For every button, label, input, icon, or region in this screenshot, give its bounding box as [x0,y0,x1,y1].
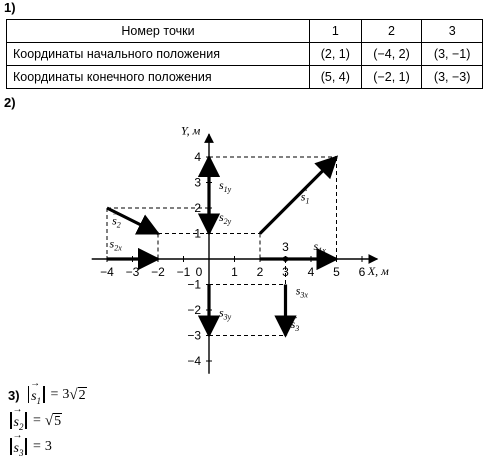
projection-label-s3y: $s_{3y}$ [219,305,232,322]
sqrt-symbol: √ 5 [44,412,62,429]
vector-label-s3: $s_3$ [290,316,300,333]
table-cell: (2, 1) [310,43,362,66]
table-cell: (3, −3) [422,66,483,89]
answer-value: 3 [44,439,52,454]
table-cell: (−2, 1) [361,66,422,89]
table-cell: (−4, 2) [361,43,422,66]
x-tick-label: 5 [333,265,340,279]
point-marker [283,256,289,262]
point-marker-label: 3 [282,240,289,254]
axes-group [92,124,389,374]
vector-magnitude: → $s_2$ [8,411,29,432]
projection-label-s2x: $s_{2x}$ [109,236,122,253]
y-tick-label: −4 [187,354,201,368]
table-row-label: Координаты начального положения [7,43,310,66]
vector-label-s2-arrow: → [111,207,121,218]
vector-magnitude: → $s_3$ [8,437,29,458]
table-header-cell: 3 [422,20,483,43]
y-tick-label: 2 [194,201,201,215]
vector-label-s1: $s_1$ [300,189,310,206]
answer-coefficient: 3 [62,387,70,402]
x-tick-label: −4 [100,265,114,279]
answers-block [8,382,87,460]
table-header-cell: 2 [361,20,422,43]
projection-label-s3x: $s_{3x}$ [295,283,308,300]
part-1-label: 1) [4,0,16,15]
x-tick-label: 3 [282,265,289,279]
x-tick-label: 4 [307,265,315,279]
x-tick-label: 2 [256,265,264,279]
projection-label-s2y: $s_{2y}$ [219,209,232,226]
projection-label-s1x: $s_{1x}$ [313,239,326,256]
projection-label-s1y: $s_{1y}$ [219,177,232,194]
table-cell: (5, 4) [310,66,362,89]
y-tick-label: −3 [187,328,201,343]
x-tick-label: −2 [151,265,165,279]
y-axis-label: Y, м [181,123,201,138]
part-2-label: 2) [4,95,16,110]
y-tick-label: 1 [194,226,201,241]
table-cell: (3, −1) [422,43,483,66]
answer-line-1: 3) → $s_1$ = 3 √ 2 [8,382,87,408]
y-tick-label: 3 [194,175,201,190]
x-tick-label: 1 [231,265,238,279]
part-3-label: 3) [8,387,20,403]
y-tick-label: −1 [187,277,201,292]
x-tick-label: −1 [176,265,191,279]
vector-magnitude: → $s_1$ [26,385,47,406]
table-header-cell: Номер точки [7,20,310,43]
x-tick-label: 6 [358,265,366,279]
x-axis-label: X, м [367,264,389,278]
x-tick-label: −3 [125,265,140,279]
table-header-cell: 1 [310,20,362,43]
vector-label-s3-arrow: → [289,310,299,321]
vector-label-s1-arrow: → [299,183,309,194]
answer-line-2: → $s_2$ = √ 5 [8,408,87,434]
vector-s1 [260,157,337,234]
y-tick-label: −2 [187,303,201,317]
sqrt-symbol: √ 2 [69,386,86,403]
x-tick-label: 0 [195,265,203,279]
vector-label-s2: $s_2$ [112,213,121,230]
y-tick-label: 4 [194,150,201,164]
answer-line-3: → $s_3$ = 3 [8,434,87,460]
table-row-label: Координаты конечного положения [7,66,310,89]
